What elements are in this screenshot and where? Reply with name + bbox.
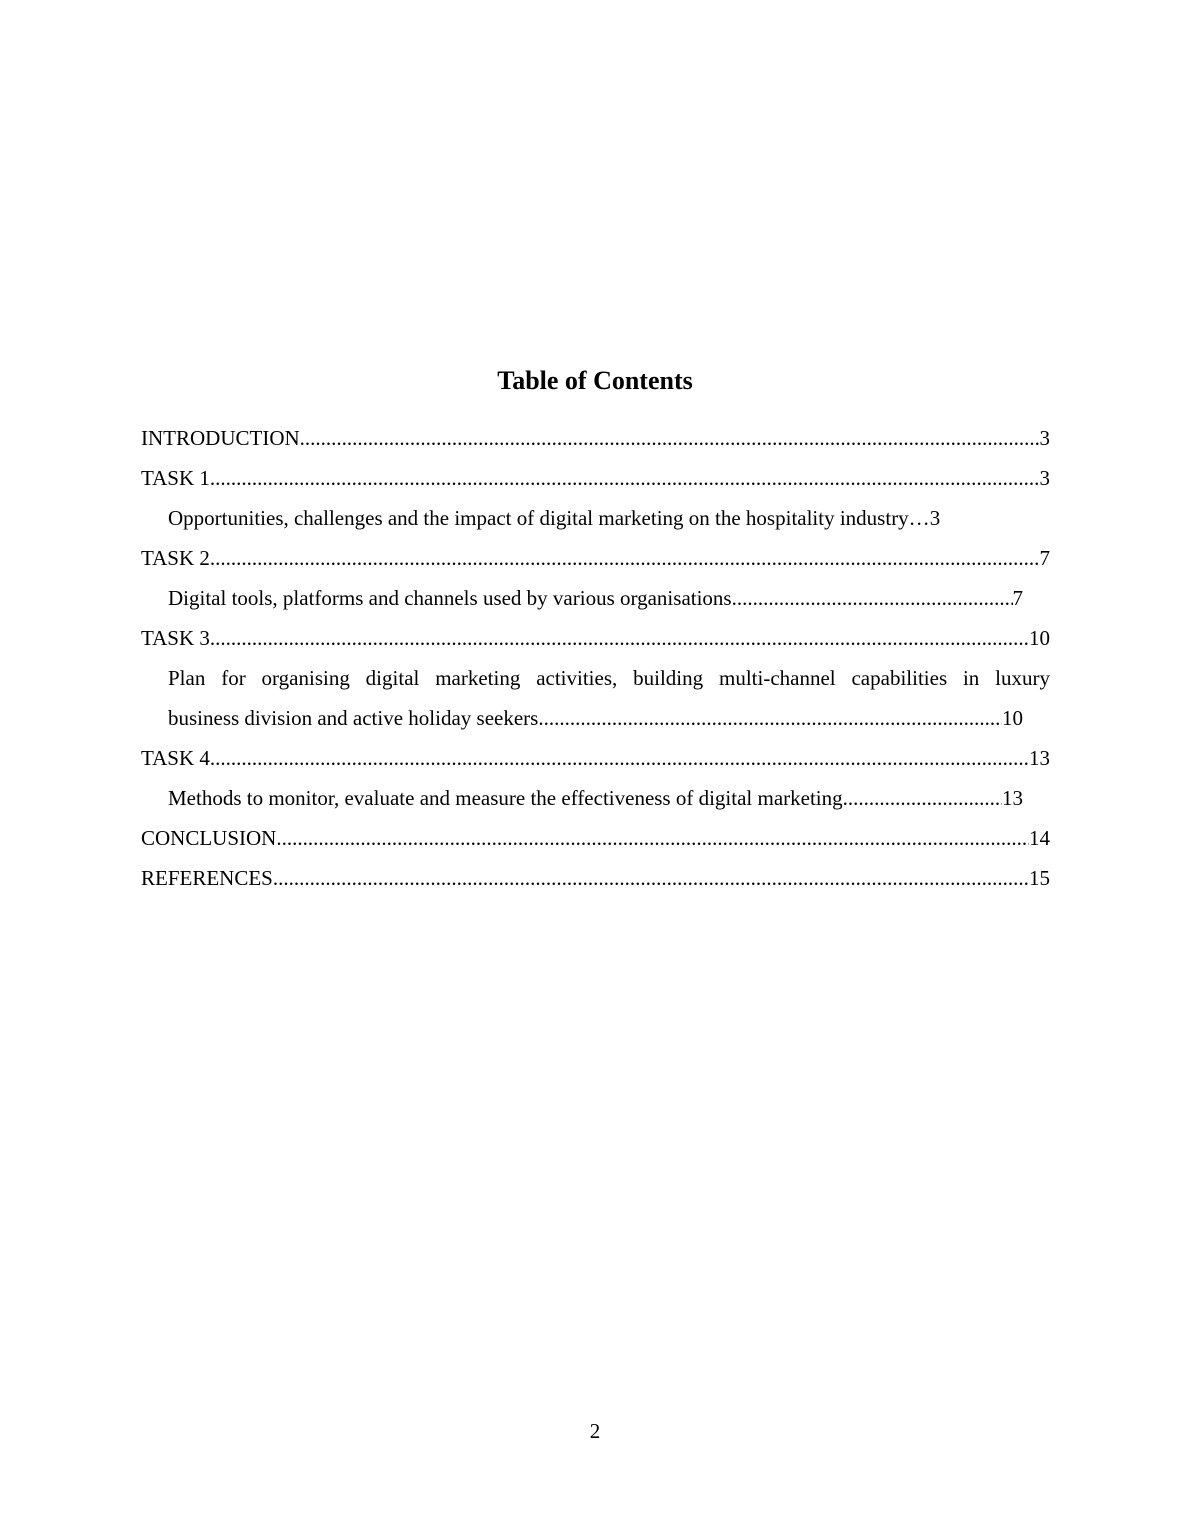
toc-entry-label: Opportunities, challenges and the impact of digital marketing on the hospitality industry… xyxy=(168,506,930,530)
table-of-contents xyxy=(141,418,1050,898)
toc-entry-page: 7 xyxy=(1039,546,1050,570)
toc-entry-page: 10 xyxy=(1029,626,1050,650)
toc-entry-label: TASK 1 xyxy=(141,466,210,490)
toc-entry-page: 13 xyxy=(1029,746,1050,770)
toc-entry-label: Methods to monitor, evaluate and measure the effectiveness of digital marketing xyxy=(168,786,843,810)
toc-entry-plan[interactable] xyxy=(168,658,1077,738)
toc-entry-task-1[interactable] xyxy=(141,458,1050,498)
toc-entry-conclusion[interactable] xyxy=(141,818,1050,858)
toc-entry-line2 xyxy=(168,698,1023,738)
dot-leader xyxy=(538,698,1002,738)
toc-entry-label: INTRODUCTION xyxy=(141,426,300,450)
toc-entry-label-line2: business division and active holiday seekers xyxy=(168,706,539,730)
toc-entry-task-3[interactable] xyxy=(141,618,1050,658)
dot-leader xyxy=(300,418,1040,458)
toc-entry-references[interactable] xyxy=(141,858,1050,898)
toc-entry-page: 15 xyxy=(1029,866,1050,890)
dot-leader xyxy=(210,618,1029,658)
toc-entry-label: Digital tools, platforms and channels used by various organisations xyxy=(168,586,732,610)
dot-leader xyxy=(273,858,1029,898)
toc-entry-page: 3 xyxy=(1039,466,1050,490)
toc-entry-label: TASK 2 xyxy=(141,546,210,570)
toc-entry-task-4[interactable] xyxy=(141,738,1050,778)
toc-entry-label: TASK 3 xyxy=(141,626,210,650)
toc-entry-page: 7 xyxy=(1012,586,1023,610)
dot-leader xyxy=(210,538,1040,578)
toc-entry-methods[interactable] xyxy=(168,778,1023,818)
page-number: 2 xyxy=(589,1419,601,1443)
toc-entry-page: 3 xyxy=(1039,426,1050,450)
toc-entry-page: 14 xyxy=(1029,826,1050,850)
toc-entry-page: 13 xyxy=(1002,786,1023,810)
toc-entry-page: 10 xyxy=(1002,706,1023,730)
dot-leader xyxy=(843,778,1002,818)
toc-entry-introduction[interactable] xyxy=(141,418,1050,458)
toc-entry-digital-tools[interactable] xyxy=(168,578,1023,618)
toc-entry-label: REFERENCES xyxy=(141,866,273,890)
toc-entry-task-2[interactable] xyxy=(141,538,1050,578)
dot-leader xyxy=(732,578,1013,618)
toc-entry-label-line1: Plan for organising digital marketing activities, building multi-channel capabilities in luxury xyxy=(168,666,1050,690)
toc-entry-opportunities[interactable] xyxy=(168,498,1023,538)
toc-entry-label: CONCLUSION xyxy=(141,826,277,850)
dot-leader xyxy=(276,818,1029,858)
dot-leader xyxy=(210,458,1040,498)
dot-leader xyxy=(210,738,1029,778)
toc-entry-label: TASK 4 xyxy=(141,746,210,770)
toc-title: Table of Contents xyxy=(497,366,693,395)
toc-entry-page: 3 xyxy=(929,506,941,530)
